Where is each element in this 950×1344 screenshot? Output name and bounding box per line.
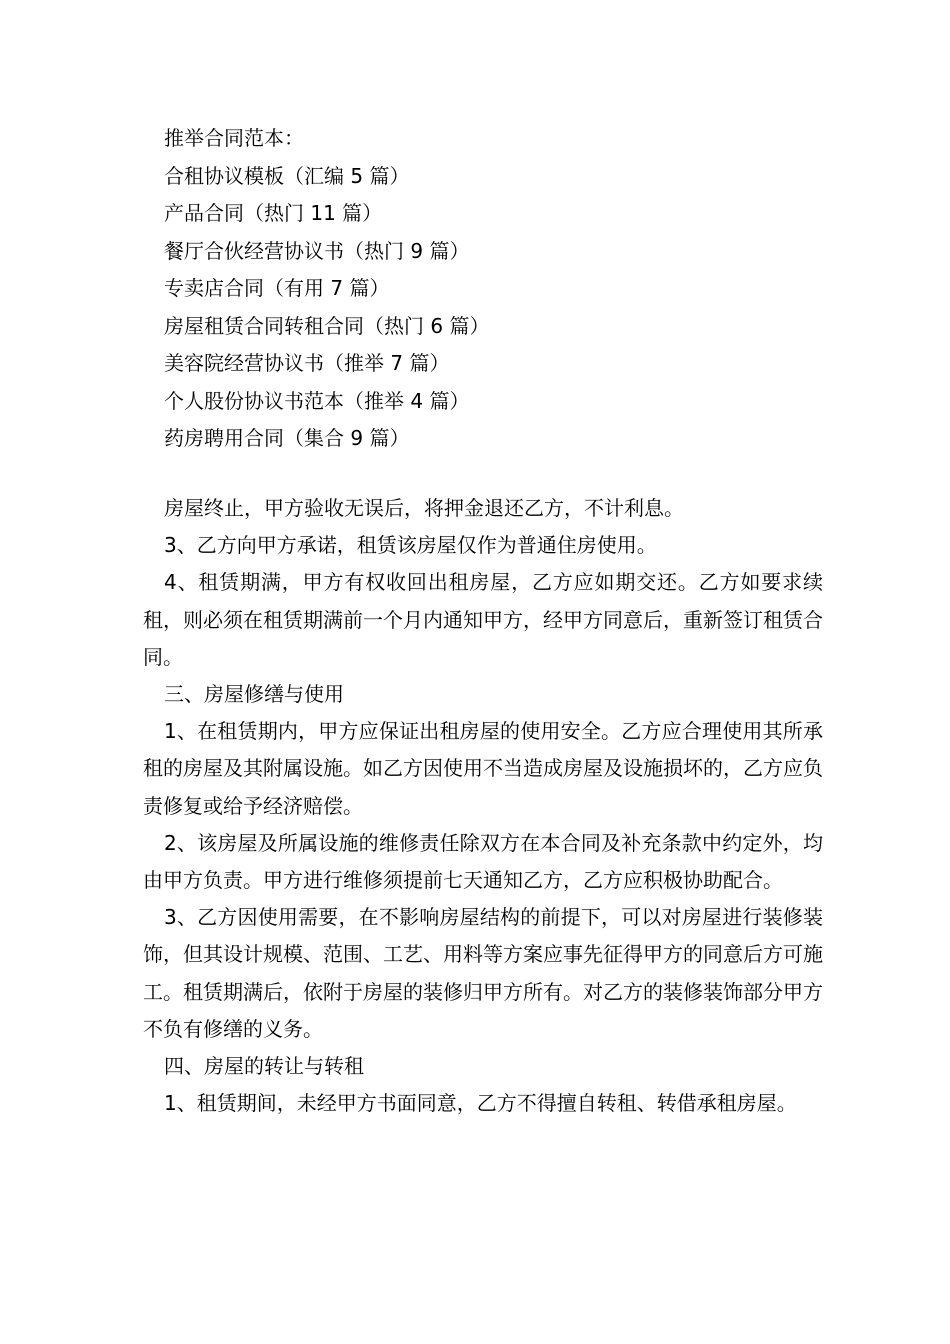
paragraph-clause-3-use: 3、乙方向甲方承诺，租赁该房屋仅作为普通住房使用。 bbox=[164, 533, 657, 558]
recommended-item[interactable]: 合租协议模板（汇编 5 篇） bbox=[164, 163, 410, 188]
recommended-item[interactable]: 专卖店合同（有用 7 篇） bbox=[164, 276, 390, 300]
contract-body bbox=[143, 490, 823, 1122]
recommended-item[interactable]: 美容院经营协议书（推举 7 篇） bbox=[164, 351, 450, 375]
paragraph-repair-clause-2: 2、该房屋及所属设施的维修责任除双方在本合同及补充条款中约定外，均由甲方负责。甲方进行维修须提前七天通知乙方，乙方应积极协助配合。 bbox=[143, 830, 823, 893]
paragraph-transfer-clause-1: 1、租赁期间，未经甲方书面同意，乙方不得擅自转租、转借承租房屋。 bbox=[164, 1091, 797, 1116]
recommended-item[interactable]: 药房聘用合同（集合 9 篇） bbox=[164, 426, 410, 450]
recommended-heading: 推举合同范本： bbox=[164, 126, 304, 150]
paragraph-repair-clause-1: 1、在租赁期内，甲方应保证出租房屋的使用安全。乙方应合理使用其所承租的房屋及其附属设施。如乙方因使用不当造成房屋及设施损坏的，乙方应负责修复或给予经济赔偿。 bbox=[143, 719, 823, 818]
section-heading-repair: 三、房屋修缮与使用 bbox=[164, 682, 344, 707]
recommended-templates-list bbox=[164, 120, 844, 458]
section-heading-transfer: 四、房屋的转让与转租 bbox=[164, 1054, 364, 1079]
recommended-item[interactable]: 房屋租赁合同转租合同（热门 6 篇） bbox=[164, 313, 490, 338]
recommended-item[interactable]: 产品合同（热门 11 篇） bbox=[164, 201, 383, 225]
recommended-item[interactable]: 个人股份协议书范本（推举 4 篇） bbox=[164, 388, 470, 413]
paragraph-repair-clause-3: 3、乙方因使用需要，在不影响房屋结构的前提下，可以对房屋进行装修装饰，但其设计规模、范围、工艺、用料等方案应事先征得甲方的同意后方可施工。租赁期满后，依附于房屋的装修归甲方所有。对乙方的装修装饰部分甲方不负有修缮的义务。 bbox=[143, 905, 823, 1041]
paragraph-clause-4-renewal: 4、租赁期满，甲方有权收回出租房屋，乙方应如期交还。乙方如要求续租，则必须在租赁期满前一个月内通知甲方，经甲方同意后，重新签订租赁合同。 bbox=[143, 570, 823, 669]
paragraph-deposit-refund: 房屋终止，甲方验收无误后，将押金退还乙方，不计利息。 bbox=[164, 496, 684, 520]
recommended-item[interactable]: 餐厅合伙经营协议书（热门 9 篇） bbox=[164, 238, 470, 263]
